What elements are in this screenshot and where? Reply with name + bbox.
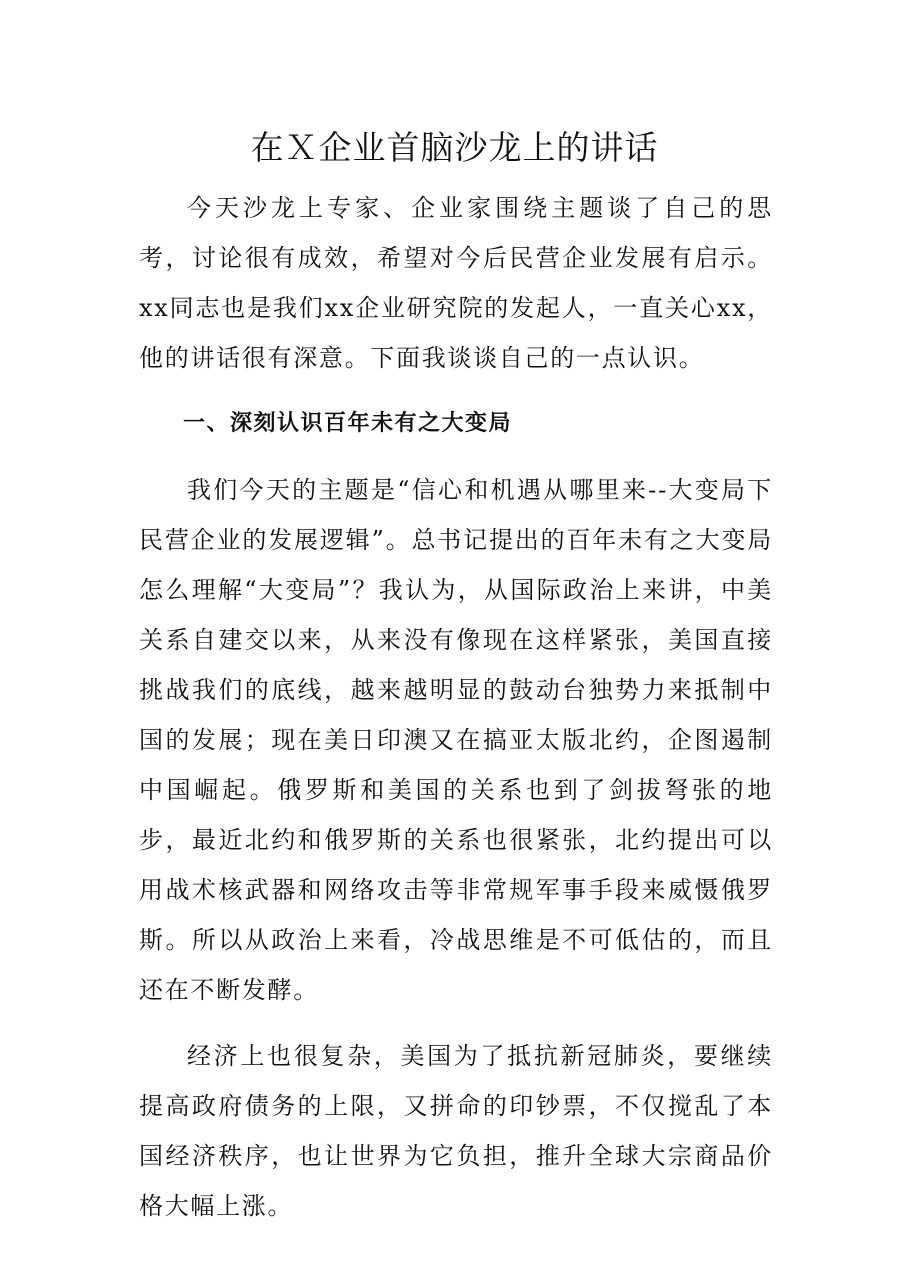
document-title: 在Ｘ企业首脑沙龙上的讲话 [250, 128, 659, 167]
paragraph-politics: 我们今天的主题是“信心和机遇从哪里来--大变局下民营企业的发展逻辑”。总书记提出的百年未有之大变局怎么理解“大变局”？我认为，从国际政治上来讲，中美关系自建交以来，从来没有像现在这样紧张，美国直接挑战我们的底线，越来越明显的鼓动台独势力来抵制中国的发展；现在美日印澳又在搞亚太版北约，企图遏制中国崛起。俄罗斯和美国的关系也到了剑拔弩张的地步，最近北约和俄罗斯的关系也很紧张，北约提出可以用战术核武器和网络攻击等非常规军事手段来威慑俄罗斯。所以从政治上来看，冷战思维是不可低估的，而且还在不断发酵。 [139, 476, 773, 1004]
section-heading-1: 一、深刻认识百年未有之大变局 [183, 411, 513, 436]
paragraph-economy: 经济上也很复杂，美国为了抵抗新冠肺炎，要继续提高政府债务的上限，又拼命的印钞票，不仅搅乱了本国经济秩序，也让世界为它负担，推升全球大宗商品价格大幅上涨。 [139, 1042, 773, 1220]
paragraph-intro: 今天沙龙上专家、企业家围绕主题谈了自己的思考，讨论很有成效，希望对今后民营企业发展有启示。xx同志也是我们xx企业研究院的发起人，一直关心xx，他的讲话很有深意。下面我谈谈自己的一点认识。 [139, 194, 773, 372]
document-body [139, 183, 773, 1247]
